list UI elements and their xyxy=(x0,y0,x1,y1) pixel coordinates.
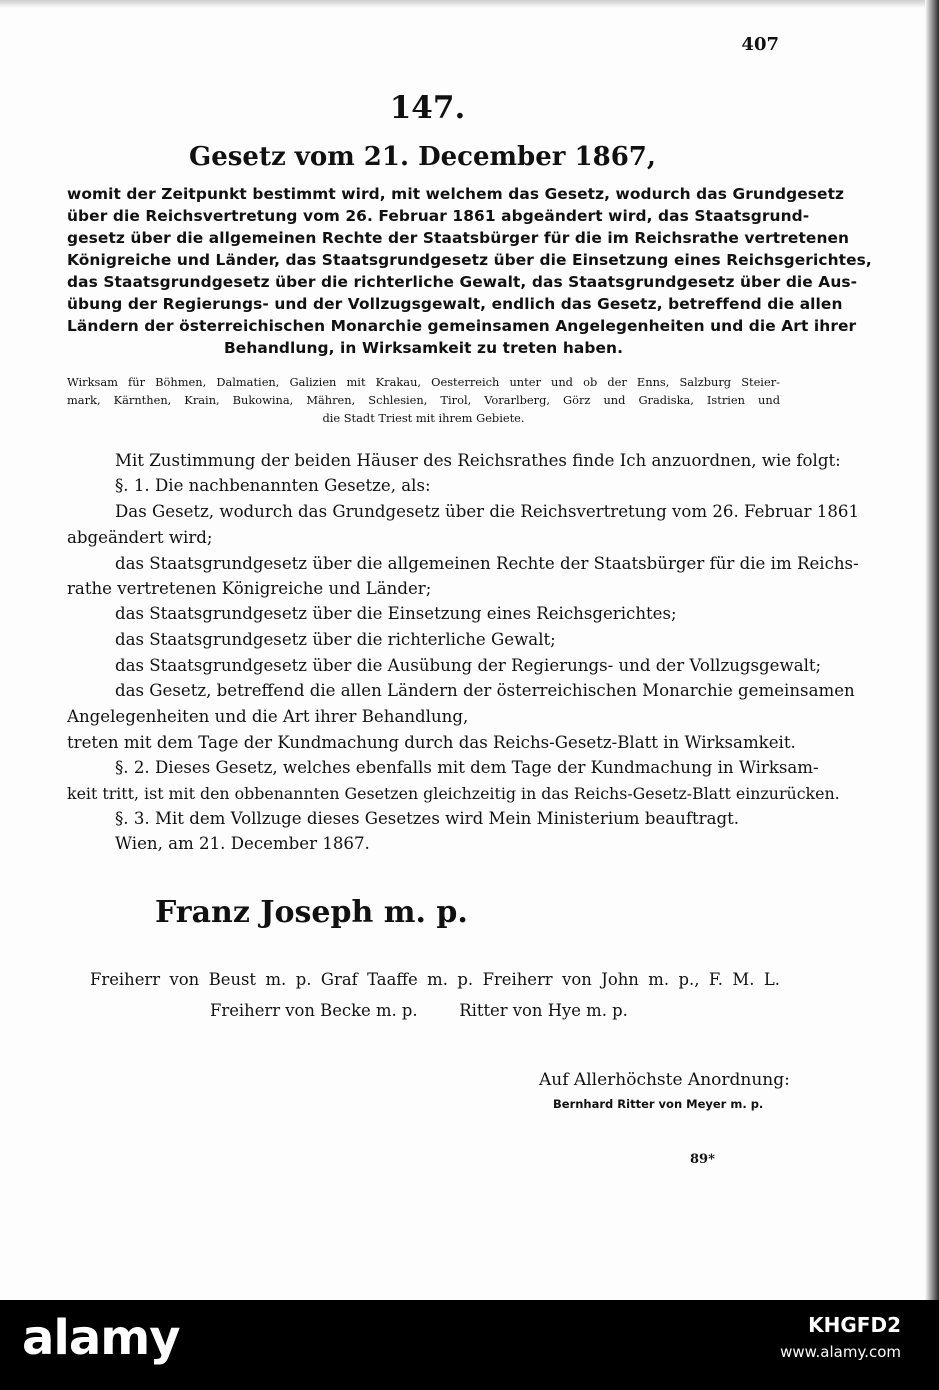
law-number: 147. xyxy=(389,90,466,126)
scope-line: die Stadt Triest mit ihrem Gebiete. xyxy=(322,411,525,425)
countersignature-line: Freiherr von Beust m. p. Graf Taaffe m. p. Freiherr von John m. p., F. M. L. xyxy=(90,970,780,989)
subtitle-line: übung der Regierungs- und der Vollzugsgewalt, endlich das Gesetz, betreffend die allen xyxy=(67,295,843,313)
authority-label: Auf Allerhöchste Anordnung: xyxy=(539,1070,790,1090)
body-line: Mit Zustimmung der beiden Häuser des Reichsrathes finde Ich anzuordnen, wie folgt: xyxy=(115,451,841,470)
body-line: das Staatsgrundgesetz über die allgemeinen Rechte der Staatsbürger für die im Reichs- xyxy=(115,554,859,573)
body-line: das Staatsgrundgesetz über die Ausübung der Regierungs- und der Vollzugsgewalt; xyxy=(115,656,822,675)
subtitle-line: Ländern der österreichischen Monarchie gemeinsamen Angelegenheiten und die Art ihrer xyxy=(67,317,857,335)
body-line: §. 2. Dieses Gesetz, welches ebenfalls mit dem Tage der Kundmachung in Wirksam- xyxy=(115,758,819,777)
monarch-signature: Franz Joseph m. p. xyxy=(155,895,468,930)
subtitle-line: womit der Zeitpunkt bestimmt wird, mit welchem das Gesetz, wodurch das Grundgesetz xyxy=(67,185,845,203)
body-line: keit tritt, ist mit den obbenannten Gesetzen gleichzeitig in das Reichs-Gesetz-Blatt einzurücken. xyxy=(67,784,840,803)
stock-url: www.alamy.com xyxy=(780,1343,901,1361)
body-line: rathe vertretenen Königreiche und Länder; xyxy=(67,579,432,598)
body-line: Das Gesetz, wodurch das Grundgesetz über die Reichsvertretung vom 26. Februar 1861 xyxy=(115,502,860,521)
scan-shadow-top xyxy=(0,0,939,8)
body-line: Wien, am 21. December 1867. xyxy=(115,834,370,853)
body-line: Angelegenheiten und die Art ihrer Behandlung, xyxy=(67,707,469,726)
alamy-logo: alamy xyxy=(22,1310,180,1366)
body-line: §. 1. Die nachbenannten Gesetze, als: xyxy=(115,476,431,495)
body-line: §. 3. Mit dem Vollzuge dieses Gesetzes wird Mein Ministerium beauftragt. xyxy=(115,809,740,828)
scan-shadow-right xyxy=(925,0,939,1300)
authority-name: Bernhard Ritter von Meyer m. p. xyxy=(553,1097,764,1111)
scope-line: Wirksam für Böhmen, Dalmatien, Galizien mit Krakau, Oesterreich unter und ob der Enns, Salzburg Steier- xyxy=(67,375,780,389)
page-number: 407 xyxy=(741,34,779,55)
subtitle-line: das Staatsgrundgesetz über die richterliche Gewalt, das Staatsgrundgesetz über die Aus- xyxy=(67,273,858,291)
body-line: treten mit dem Tage der Kundmachung durch das Reichs-Gesetz-Blatt in Wirksamkeit. xyxy=(67,733,796,752)
subtitle-line: gesetz über die allgemeinen Rechte der Staatsbürger für die im Reichsrathe vertretenen xyxy=(67,229,850,247)
sheet-signature: 89* xyxy=(690,1152,715,1167)
subtitle-line: Königreiche und Länder, das Staatsgrundgesetz über die Einsetzung eines Reichsgerichtes, xyxy=(67,251,872,269)
subtitle-line: Behandlung, in Wirksamkeit zu treten haben. xyxy=(223,339,624,357)
subtitle-line: über die Reichsvertretung vom 26. Februar 1861 abgeändert wird, das Staatsgrund- xyxy=(67,207,810,225)
body-line: abgeändert wird; xyxy=(67,528,213,547)
law-title: Gesetz vom 21. December 1867, xyxy=(189,142,656,172)
body-line: das Gesetz, betreffend die allen Ländern der österreichischen Monarchie gemeinsamen xyxy=(115,681,855,700)
scope-line: mark, Kärnthen, Krain, Bukowina, Mähren, Schlesien, Tirol, Vorarlberg, Görz und Gradiska, Istrien und xyxy=(67,393,780,407)
stock-image-id: KHGFD2 xyxy=(808,1313,901,1337)
body-line: das Staatsgrundgesetz über die richterliche Gewalt; xyxy=(115,630,556,649)
countersignature-line: Freiherr von Becke m. p. Ritter von Hye m. p. xyxy=(210,1001,628,1020)
body-line: das Staatsgrundgesetz über die Einsetzung eines Reichsgerichtes; xyxy=(115,604,677,623)
